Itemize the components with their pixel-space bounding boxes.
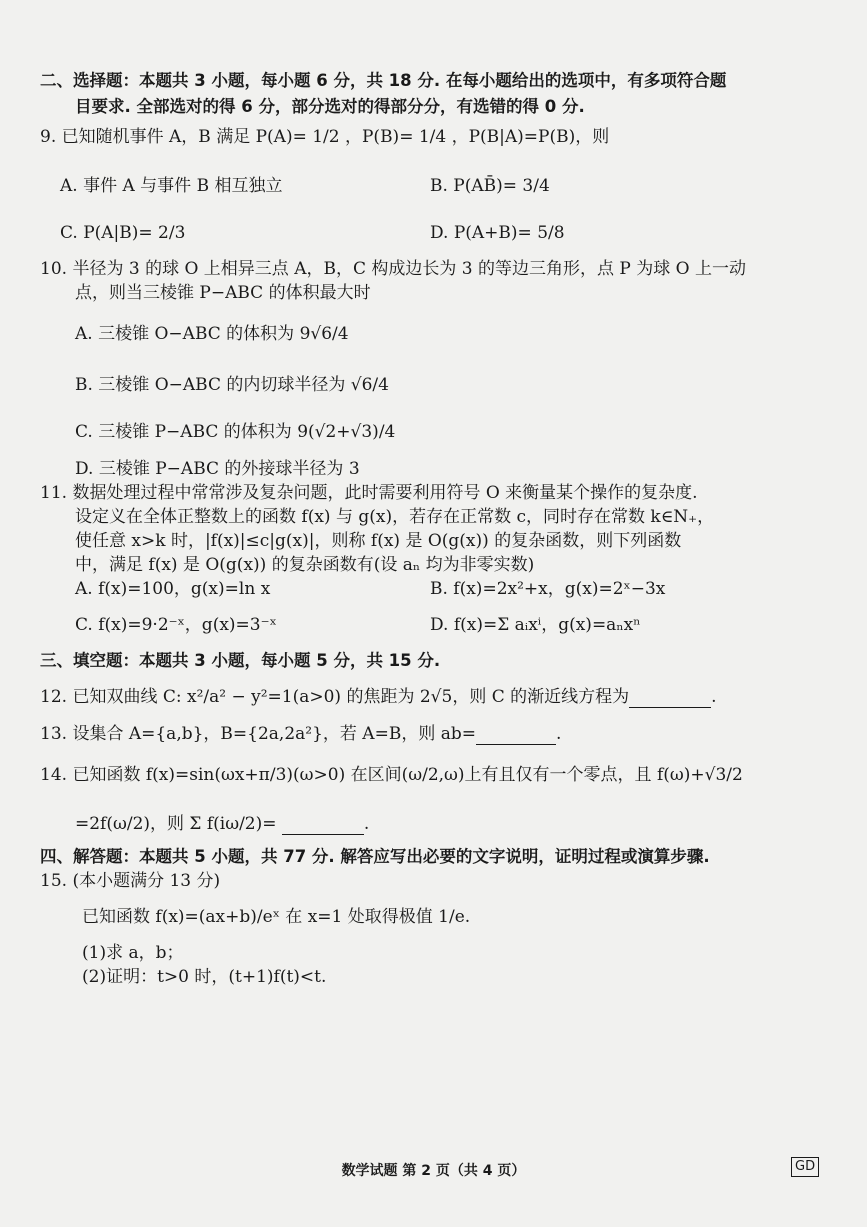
section-multi-choice-heading-cont <box>75 96 585 118</box>
section-title: 四、解答题：本题共 5 小题，共 77 分. 解答应写出必要的文字说明，证明过程或演算步骤. <box>40 847 710 866</box>
question-13-text: 13. 设集合 A={a,b}，B={2a,2a²}，若 A=B，则 ab= <box>40 724 476 744</box>
question-12: 12. 已知双曲线 C: x²/a² − y²=1(a>0) 的焦距为 2√5，则 C 的渐近线方程为 . <box>40 687 717 707</box>
question-11-option-d: D. f(x)=Σ aᵢxⁱ，g(x)=aₙxⁿ <box>430 615 641 635</box>
page-footer: 数学试题 第 2 页（共 4 页） <box>341 1163 526 1179</box>
question-15-heading: 15. (本小题满分 13 分) <box>40 871 221 891</box>
section-fill-blank-heading <box>40 650 440 672</box>
question-9-option-b: B. P(AB̄)= 3/4 <box>430 176 550 196</box>
question-14-text: =2f(ω/2)，则 Σ f(iω/2)= <box>75 814 277 834</box>
question-10-option-c: C. 三棱锥 P−ABC 的体积为 9(√2+√3)/4 <box>75 422 396 442</box>
question-10-option-b: B. 三棱锥 O−ABC 的内切球半径为 √6/4 <box>75 375 389 395</box>
question-15-stem: 已知函数 f(x)=(ax+b)/eˣ 在 x=1 处取得极值 1/e. <box>82 907 471 927</box>
question-9-stem: 9. 已知随机事件 A，B 满足 P(A)= 1/2 ，P(B)= 1/4 ，P(B|A)=P(B)，则 <box>40 127 610 147</box>
question-15-part-1: (1)求 a，b； <box>82 943 184 963</box>
question-11-stem-2: 设定义在全体正整数上的函数 f(x) 与 g(x)，若存在正常数 c，同时存在常数 k∈N₊， <box>75 507 715 527</box>
question-11-option-a: A. f(x)=100，g(x)=ln x <box>75 579 271 599</box>
answer-blank[interactable] <box>476 722 556 745</box>
question-12-text: 12. 已知双曲线 C: x²/a² − y²=1(a>0) 的焦距为 2√5，则 C 的渐近线方程为 <box>40 687 630 707</box>
question-11-stem-1: 11. 数据处理过程中常常涉及复杂问题，此时需要利用符号 O 来衡量某个操作的复杂度. <box>40 483 698 503</box>
question-10-stem-1: 10. 半径为 3 的球 O 上相异三点 A，B，C 构成边长为 3 的等边三角形，点 P 为球 O 上一动 <box>40 259 747 279</box>
question-10-option-a: A. 三棱锥 O−ABC 的体积为 9√6/4 <box>75 324 349 344</box>
question-15-part-2: (2)证明：t>0 时，(t+1)f(t)<t. <box>82 967 327 987</box>
question-13: 13. 设集合 A={a,b}，B={2a,2a²}，若 A=B，则 ab= . <box>40 724 562 744</box>
section-answer-heading <box>40 846 710 868</box>
question-10-option-d: D. 三棱锥 P−ABC 的外接球半径为 3 <box>75 459 360 479</box>
section-title: 三、填空题：本题共 3 小题，每小题 5 分，共 15 分. <box>40 651 441 670</box>
section-multi-choice-heading <box>40 70 726 92</box>
section-title: 二、选择题：本题共 3 小题，每小题 6 分，共 18 分. 在每小题给出的选项中，有多项符合题 <box>40 71 727 90</box>
question-14-line-2: =2f(ω/2)，则 Σ f(iω/2)= . <box>75 814 370 834</box>
question-11-option-c: C. f(x)=9·2⁻ˣ，g(x)=3⁻ˣ <box>75 615 277 635</box>
question-14-line-1: 14. 已知函数 f(x)=sin(ωx+π/3)(ω>0) 在区间(ω/2,ω)上有且仅有一个零点，且 f(ω)+√3/2 <box>40 765 743 785</box>
question-10-stem-2: 点，则当三棱锥 P−ABC 的体积最大时 <box>75 283 371 303</box>
question-9-option-a: A. 事件 A 与事件 B 相互独立 <box>60 176 283 196</box>
answer-blank[interactable] <box>282 812 364 835</box>
question-9-option-c: C. P(A|B)= 2/3 <box>60 223 186 243</box>
question-11-option-b: B. f(x)=2x²+x，g(x)=2ˣ−3x <box>430 579 666 599</box>
question-11-stem-4: 中，满足 f(x) 是 O(g(x)) 的复杂函数有(设 aₙ 均为非零实数) <box>75 555 535 575</box>
question-11-stem-3: 使任意 x>k 时，|f(x)|≤c|g(x)|，则称 f(x) 是 O(g(x)) 的复杂函数，则下列函数 <box>75 531 682 551</box>
answer-blank[interactable] <box>629 685 711 708</box>
question-9-option-d: D. P(A+B)= 5/8 <box>430 223 565 243</box>
gd-badge: GD <box>791 1157 819 1177</box>
section-title-cont: 目要求. 全部选对的得 6 分，部分选对的得部分分，有选错的得 0 分. <box>75 97 585 116</box>
